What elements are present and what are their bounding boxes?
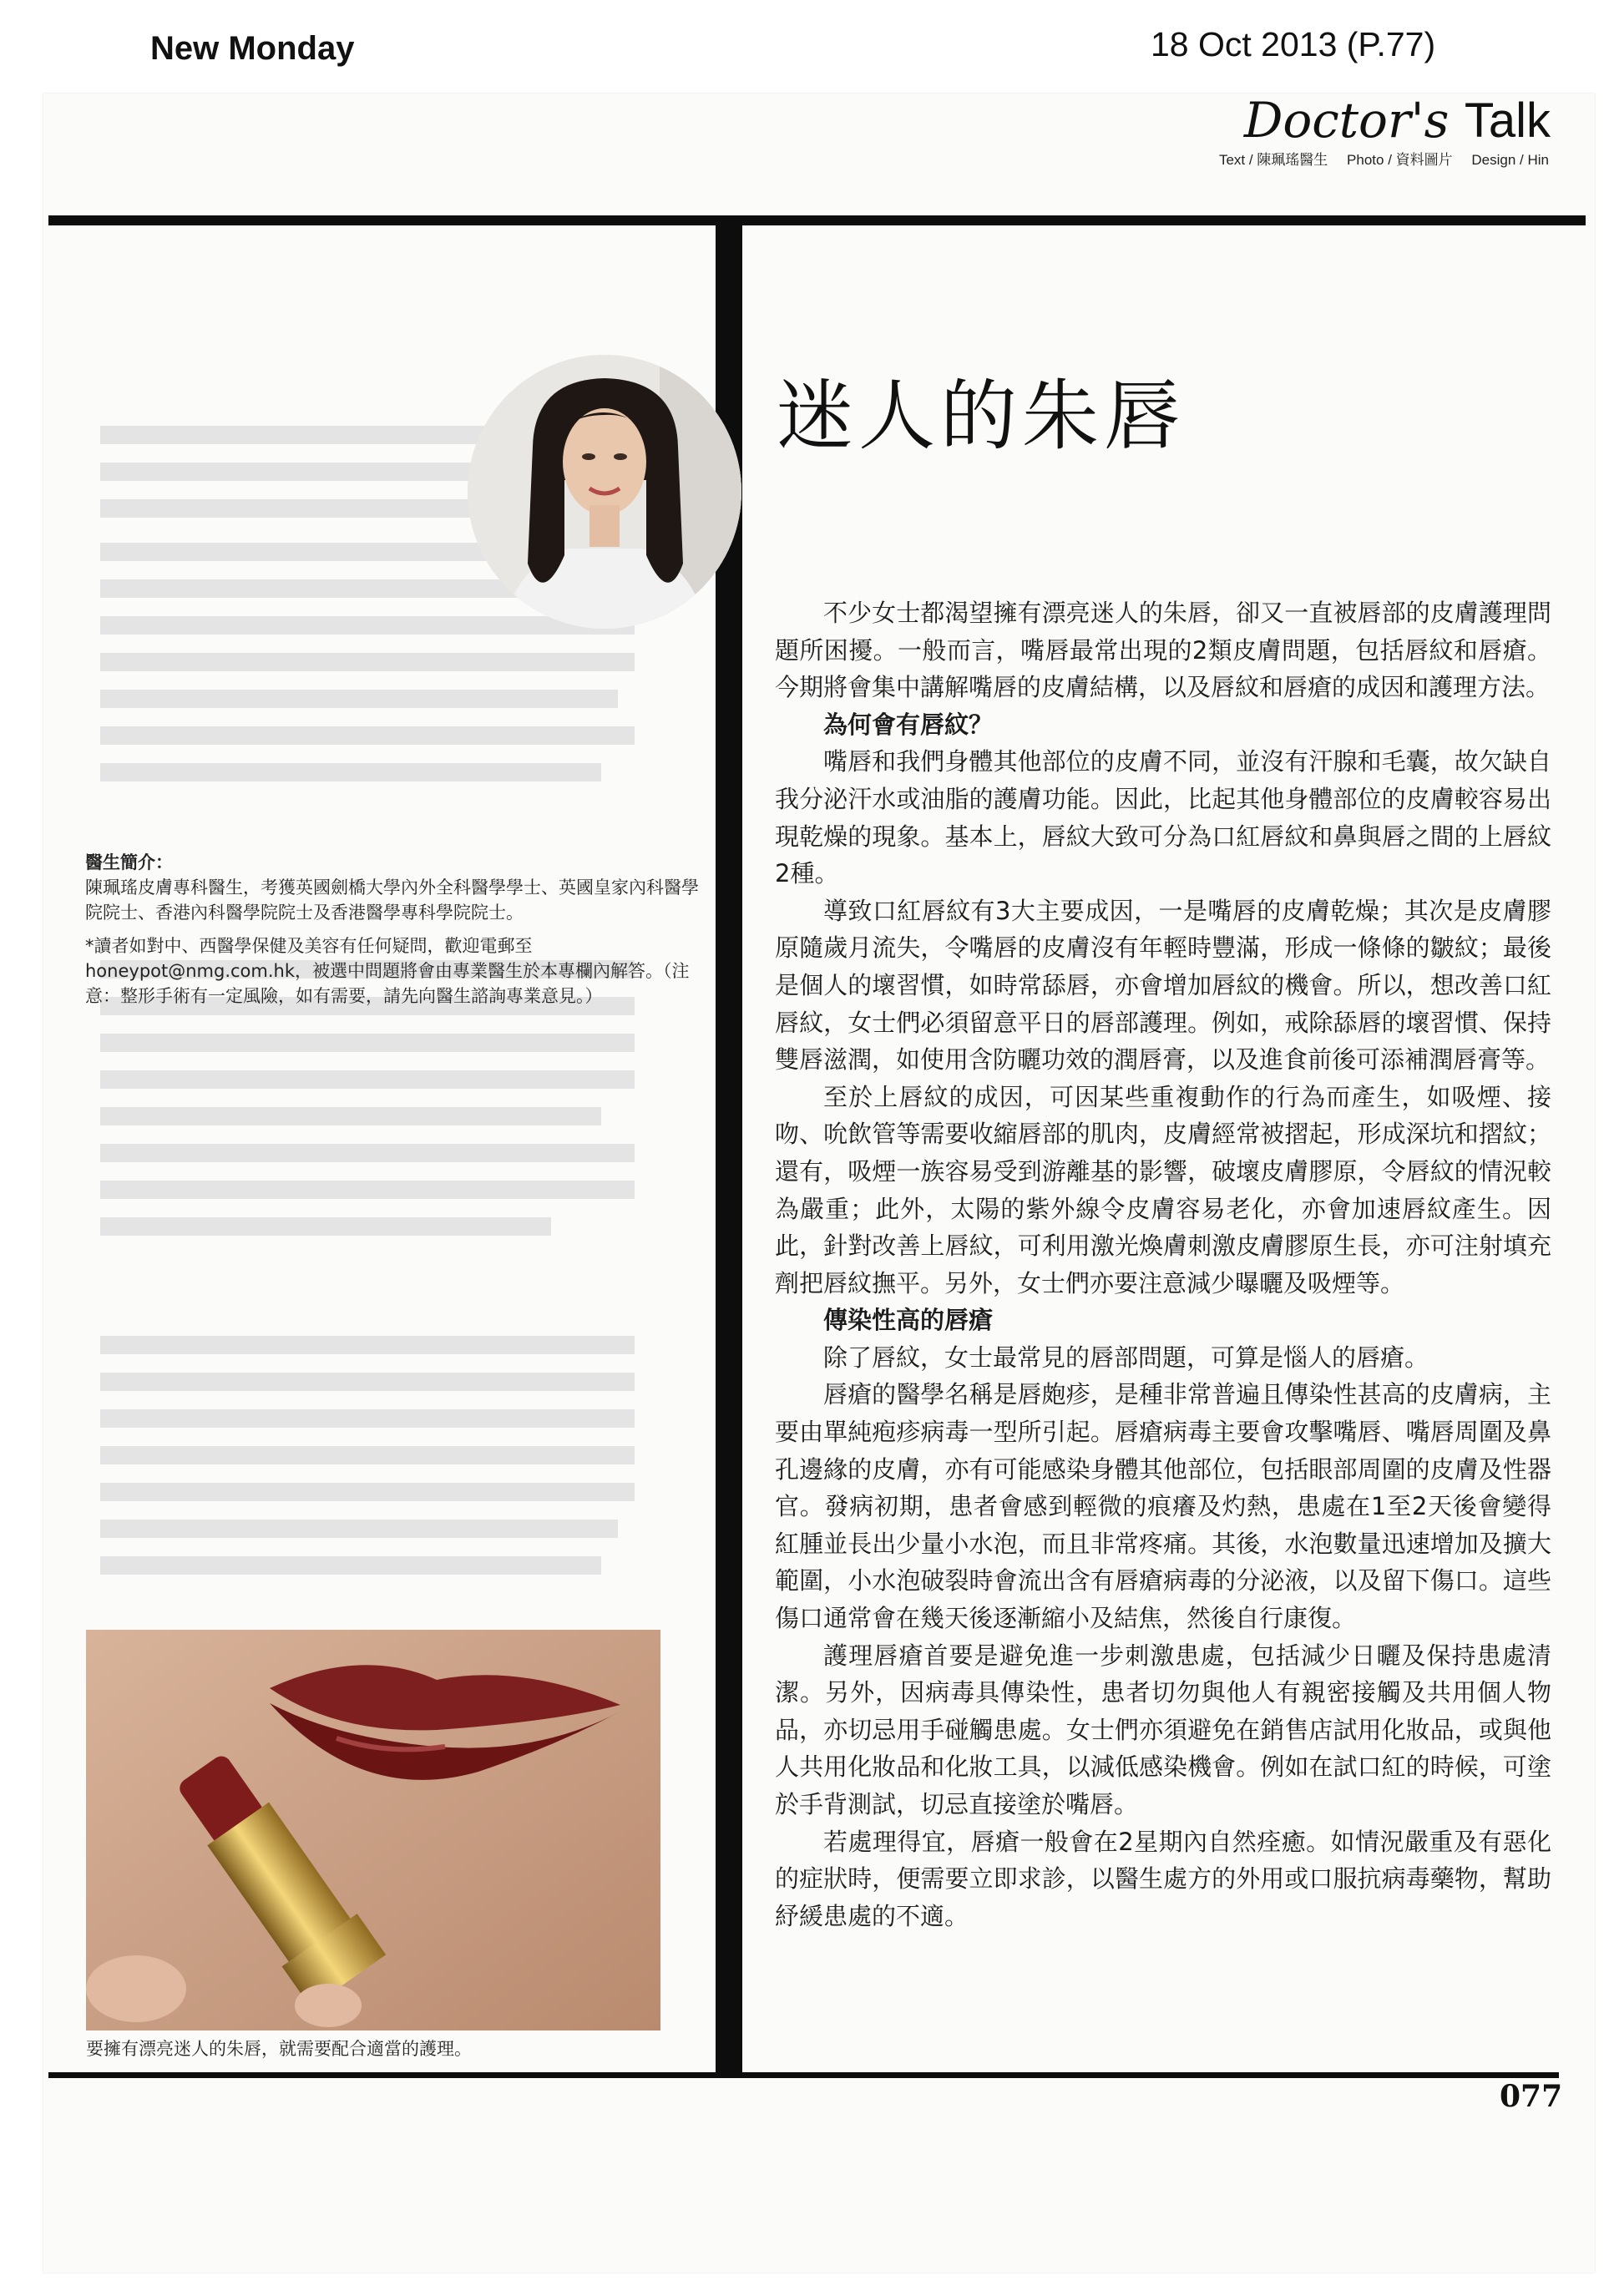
article-headline: 迷人的朱唇	[777, 372, 1187, 461]
article-paragraph: 唇瘡的醫學名稱是唇皰疹，是種非常普遍且傳染性甚高的皮膚病，主要由單純疱疹病毒一型所引起。唇瘡病毒主要會攻擊嘴唇、嘴唇周圍及鼻孔邊緣的皮膚，亦有可能感染身體其他部位，包括眼部周圍的皮膚及性器官。發病初期，患者會感到輕微的痕癢及灼熱，患處在1至2天後會變得紅腫並長出少量小水泡，而且非常疼痛。其後，水泡數量迅速增加及擴大範圍，小水泡破裂時會流出含有唇瘡病毒的分泌液，以及留下傷口。這些傷口通常會在幾天後逐漸縮小及結焦，然後自行康復。	[775, 1380, 1551, 1633]
article-paragraph: 導致口紅唇紋有3大主要成因，一是嘴唇的皮膚乾燥；其次是皮膚膠原隨歲月流失，令嘴唇的皮膚沒有年輕時豐滿，形成一條條的皺紋；最後是個人的壞習慣，如時常舔唇，亦會增加唇紋的機會。所以，想改善口紅唇紋，女士們必須留意平日的唇部護理。例如，戒除舔唇的壞習慣、保持雙唇滋潤，如使用含防曬功效的潤唇膏，以及進食前後可添補潤唇膏等。	[775, 896, 1551, 1075]
credit-text: Text / 陳珮瑤醫生	[1218, 152, 1328, 168]
column-title-italic: Doctor's	[1243, 92, 1450, 149]
top-rule	[48, 215, 1586, 225]
bio-title: 醫生簡介：	[85, 852, 173, 872]
column-title	[1244, 92, 1551, 149]
publication-name: New Monday	[150, 30, 355, 67]
section-heading: 為何會有唇紋？	[823, 710, 994, 739]
bleed-through-lines-lower	[100, 1336, 685, 1620]
article-paragraph: 不少女士都渴望擁有漂亮迷人的朱唇，卻又一直被唇部的皮膚護理問題所困擾。一般而言，嘴唇最常出現的2類皮膚問題，包括唇紋和唇瘡。今期將會集中講解嘴唇的皮膚結構，以及唇紋和唇瘡的成因和護理方法。	[775, 599, 1551, 702]
issue-date-page: 18 Oct 2013 (P.77)	[1151, 25, 1436, 63]
article-paragraph: 除了唇紋，女士最常見的唇部問題，可算是惱人的唇瘡。	[823, 1343, 1429, 1372]
article-paragraph: 至於上唇紋的成因，可因某些重複動作的行為而產生，如吸煙、接吻、吮飲管等需要收縮唇部的肌肉，皮膚經常被摺起，形成深坑和摺紋；還有，吸煙一族容易受到游離基的影響，破壞皮膚膠原，令唇紋的情況較為嚴重；此外，太陽的紫外線令皮膚容易老化，亦會加速唇紋產生。因此，針對改善上唇紋，可利用激光煥膚刺激皮膚膠原生長，亦可注射填充劑把唇紋撫平。另外，女士們亦要注意減少曝曬及吸煙等。	[775, 1082, 1551, 1297]
credit-photo: Photo / 資料圖片	[1347, 152, 1453, 168]
section-heading: 傳染性高的唇瘡	[823, 1306, 994, 1335]
credits-line	[1204, 148, 1549, 169]
photo-caption: 要擁有漂亮迷人的朱唇，就需要配合適當的護理。	[86, 2039, 472, 2059]
bottom-rule	[48, 2072, 1559, 2078]
page-number: 077	[1500, 2079, 1563, 2114]
doctor-bio	[85, 850, 703, 1009]
lipstick-photo	[86, 1630, 660, 2030]
column-title-plain: Talk	[1464, 94, 1551, 148]
article-paragraph: 護理唇瘡首要是避免進一步刺激患處，包括減少日曬及保持患處清潔。另外，因病毒具傳染性，患者切勿與他人有親密接觸及共用個人物品，亦切忌用手碰觸患處。女士們亦須避免在銷售店試用化妝品，或與他人共用化妝品和化妝工具，以減低感染機會。例如在試口紅的時候，可塗於手背測試，切忌直接塗於嘴唇。	[775, 1641, 1551, 1818]
credit-design: Design / Hin	[1471, 152, 1549, 168]
article-paragraph: 若處理得宜，唇瘡一般會在2星期內自然痊癒。如情況嚴重及有惡化的症狀時，便需要立即求診，以醫生處方的外用或口服抗病毒藥物，幫助紓緩患處的不適。	[775, 1827, 1551, 1930]
bio-text: 陳珮瑤皮膚專科醫生，考獲英國劍橋大學內外全科醫學學士、英國皇家內科醫學院院士、香港內科醫學院院士及香港醫學專科學院院士。	[85, 877, 699, 923]
doctor-portrait	[468, 355, 741, 629]
article-paragraph: 嘴唇和我們身體其他部位的皮膚不同，並沒有汗腺和毛囊，故欠缺自我分泌汗水或油脂的護膚功能。因此，比起其他身體部位的皮膚較容易出現乾燥的現象。基本上，唇紋大致可分為口紅唇紋和鼻與唇之間的上唇紋2種。	[775, 747, 1551, 888]
article-body	[775, 594, 1551, 1934]
reader-note: *讀者如對中、西醫學保健及美容有任何疑問，歡迎電郵至honeypot@nmg.com.hk，被選中問題將會由專業醫生於本專欄內解答。（注意：整形手術有一定風險，如有需要，請先向醫生諮詢專業意見。）	[85, 936, 690, 1006]
